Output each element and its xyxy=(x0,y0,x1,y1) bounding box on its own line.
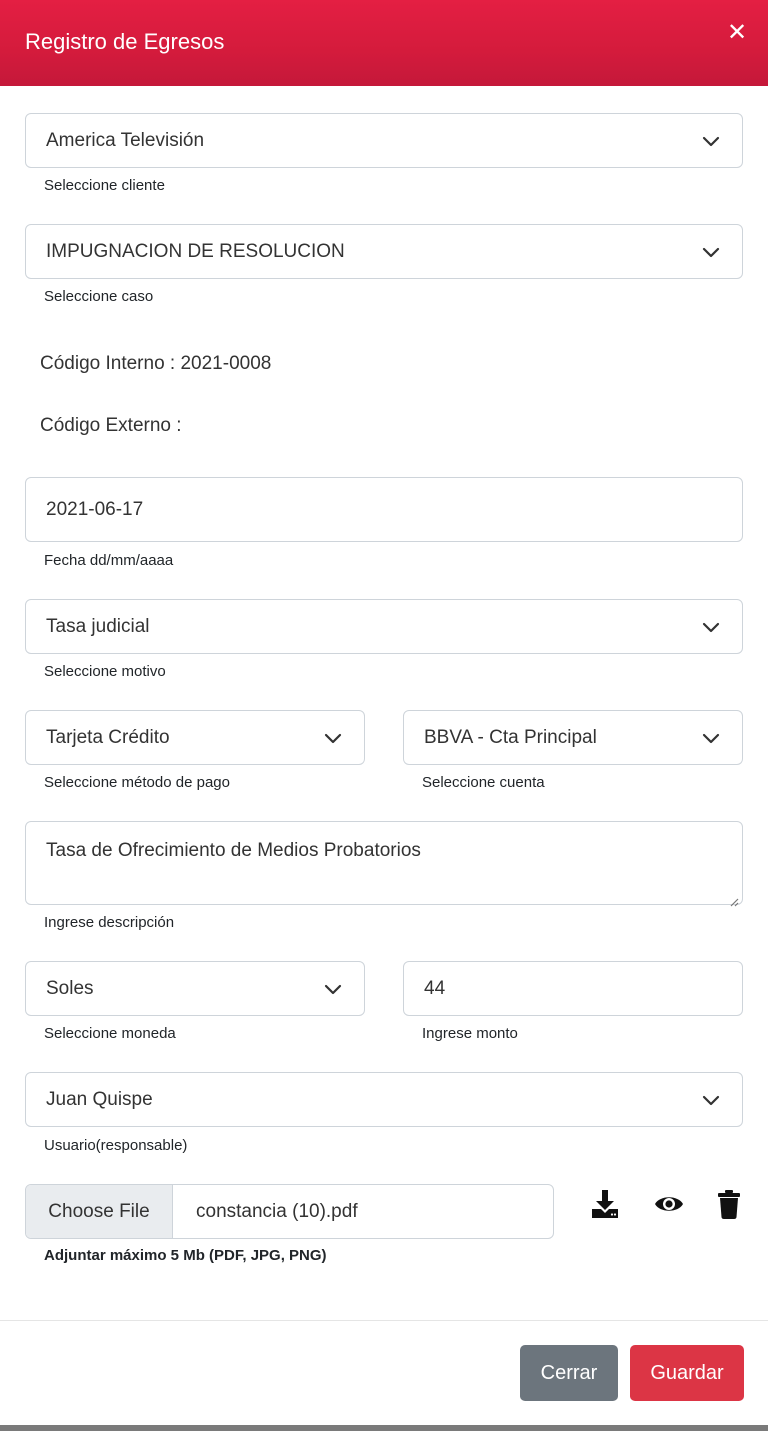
modal-title: Registro de Egresos xyxy=(25,29,225,54)
moneda-select[interactable] xyxy=(25,961,365,1016)
resize-handle-icon[interactable] xyxy=(729,891,739,901)
chevron-down-icon xyxy=(702,243,720,261)
chevron-down-icon xyxy=(702,1091,720,1109)
motivo-help: Seleccione motivo xyxy=(44,663,166,680)
cerrar-button[interactable]: Cerrar xyxy=(520,1345,618,1401)
descripcion-textarea[interactable] xyxy=(25,821,743,905)
caso-help: Seleccione caso xyxy=(44,288,154,305)
codigo-interno: Código Interno : 2021-0008 xyxy=(40,353,272,374)
download-icon[interactable] xyxy=(590,1187,620,1221)
file-input[interactable] xyxy=(25,1184,554,1239)
chevron-down-icon xyxy=(324,980,342,998)
cliente-help: Seleccione cliente xyxy=(44,177,165,194)
monto-input-value: 44 xyxy=(424,977,446,999)
cuenta-select-value: BBVA - Cta Principal xyxy=(424,726,597,748)
monto-help: Ingrese monto xyxy=(422,1025,518,1042)
fecha-input[interactable] xyxy=(25,477,743,542)
motivo-select[interactable] xyxy=(25,599,743,654)
usuario-select[interactable] xyxy=(25,1072,743,1127)
moneda-help: Seleccione moneda xyxy=(44,1025,176,1042)
chevron-down-icon xyxy=(702,132,720,150)
caso-select-value: IMPUGNACION DE RESOLUCION xyxy=(46,240,345,262)
chevron-down-icon xyxy=(702,729,720,747)
chevron-down-icon xyxy=(702,618,720,636)
cliente-select-value: America Televisión xyxy=(46,129,205,151)
descripcion-textarea-value: Tasa de Ofrecimiento de Medios Probatorios xyxy=(46,840,421,861)
bottom-strip xyxy=(0,1425,768,1431)
moneda-select-value: Soles xyxy=(46,977,94,999)
metodo-pago-select[interactable] xyxy=(25,710,365,765)
descripcion-help: Ingrese descripción xyxy=(44,914,175,931)
motivo-select-value: Tasa judicial xyxy=(46,615,150,637)
caso-select[interactable] xyxy=(25,224,743,279)
usuario-select-value: Juan Quispe xyxy=(46,1088,153,1110)
fecha-help: Fecha dd/mm/aaaa xyxy=(44,552,174,569)
cuenta-help: Seleccione cuenta xyxy=(422,774,545,791)
choose-file-button[interactable]: Choose File xyxy=(26,1185,173,1238)
trash-icon[interactable] xyxy=(715,1187,745,1221)
chevron-down-icon xyxy=(324,729,342,747)
guardar-button[interactable]: Guardar xyxy=(630,1345,744,1401)
close-icon[interactable]: ✕ xyxy=(726,19,748,46)
cuenta-select[interactable] xyxy=(403,710,743,765)
footer-divider xyxy=(0,1320,768,1321)
eye-icon[interactable] xyxy=(653,1187,683,1221)
fecha-input-value: 2021-06-17 xyxy=(46,498,144,520)
modal-header xyxy=(0,0,768,86)
metodo-pago-select-value: Tarjeta Crédito xyxy=(46,726,170,748)
cliente-select[interactable] xyxy=(25,113,743,168)
metodo-pago-help: Seleccione método de pago xyxy=(44,774,230,791)
usuario-help: Usuario(responsable) xyxy=(44,1137,188,1154)
file-name: constancia (10).pdf xyxy=(196,1200,358,1222)
monto-input[interactable] xyxy=(403,961,743,1016)
codigo-externo: Código Externo : xyxy=(40,415,182,436)
file-size-note: Adjuntar máximo 5 Mb (PDF, JPG, PNG) xyxy=(44,1247,327,1264)
